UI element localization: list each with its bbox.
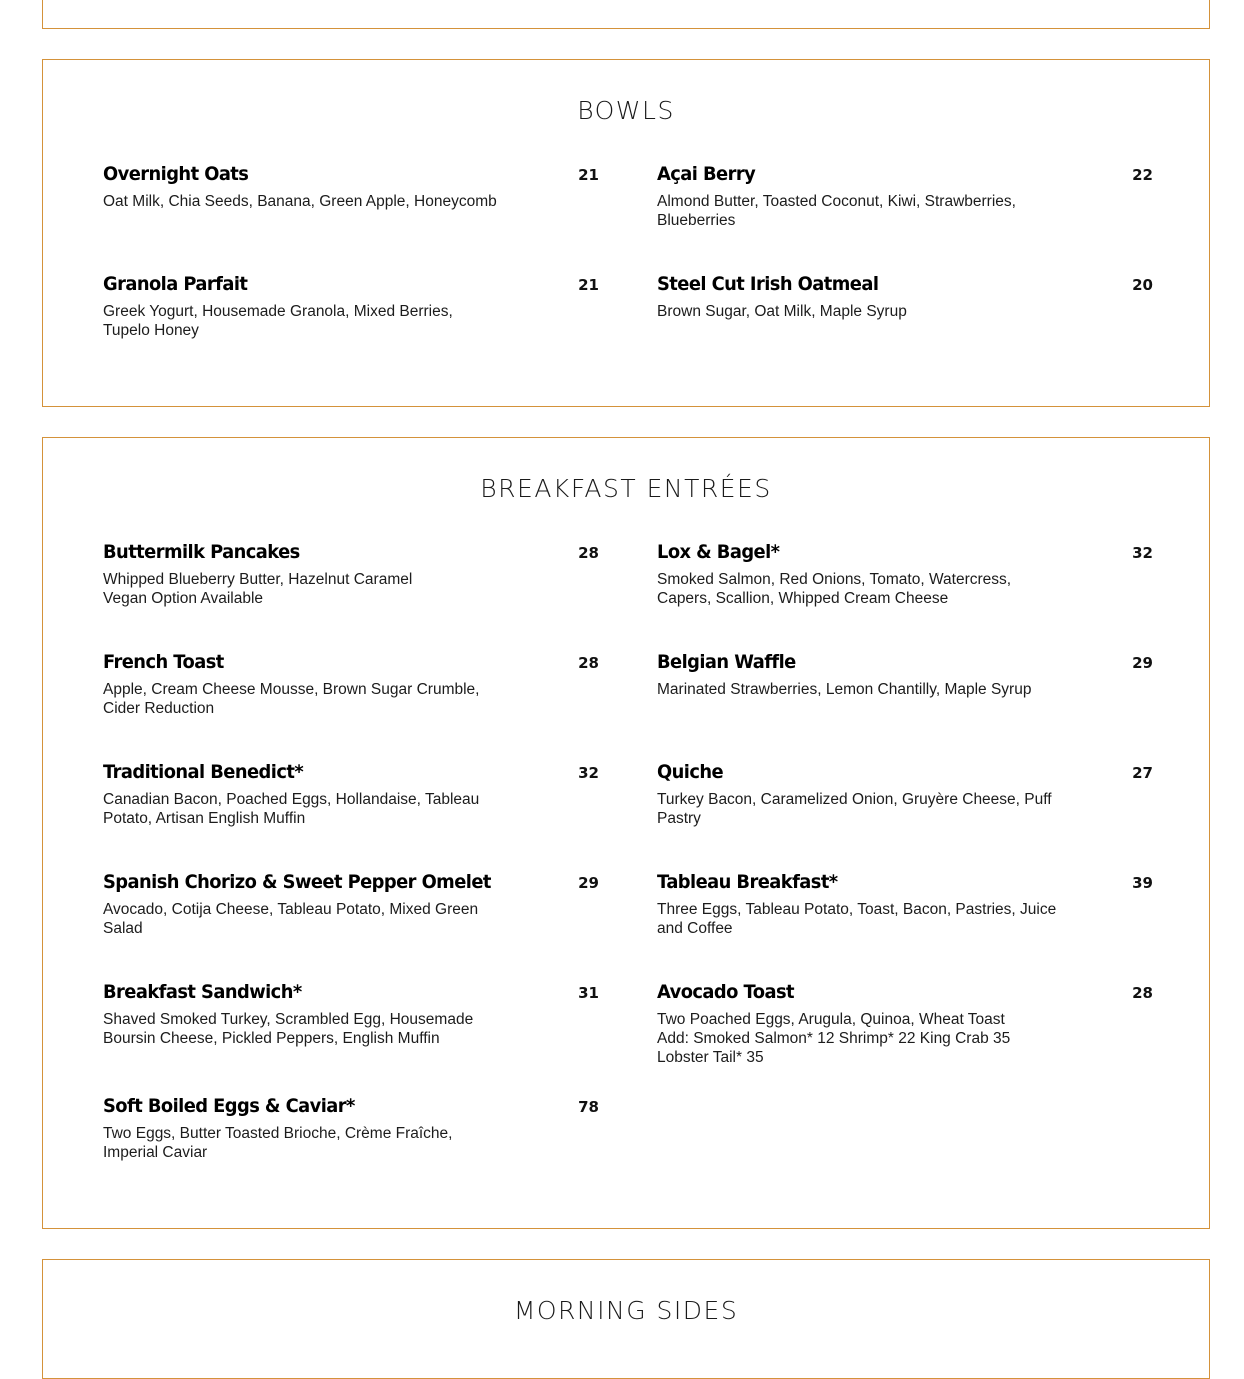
item-name: Quiche — [657, 761, 724, 783]
item-price: 20 — [1132, 276, 1153, 294]
item-price: 28 — [578, 654, 599, 672]
item-price: 22 — [1132, 166, 1153, 184]
breakfast-entrees-section — [42, 437, 1210, 1229]
item-name: Buttermilk Pancakes — [103, 541, 300, 563]
item-description: Avocado, Cotija Cheese, Tableau Potato, Mixed Green Salad — [103, 901, 479, 937]
item-description: Almond Butter, Toasted Coconut, Kiwi, Strawberries, Blueberries — [657, 193, 1016, 229]
item-description: Turkey Bacon, Caramelized Onion, Gruyère Cheese, Puff Pastry — [657, 791, 1052, 827]
item-price: 78 — [578, 1098, 599, 1116]
item-description: Oat Milk, Chia Seeds, Banana, Green Apple, Honeycomb — [103, 193, 497, 210]
item-name: Traditional Benedict* — [103, 761, 304, 783]
item-name: French Toast — [103, 651, 224, 673]
item-name: Overnight Oats — [103, 163, 249, 185]
previous-menu-section — [42, 0, 1210, 29]
item-name: Lox & Bagel* — [657, 541, 780, 563]
item-name: Spanish Chorizo & Sweet Pepper Omelet — [103, 871, 491, 893]
item-description: Greek Yogurt, Housemade Granola, Mixed Berries, Tupelo Honey — [103, 303, 453, 339]
item-description: Brown Sugar, Oat Milk, Maple Syrup — [657, 303, 907, 320]
item-description: Apple, Cream Cheese Mousse, Brown Sugar Crumble, Cider Reduction — [103, 681, 480, 717]
entrees-title: BREAKFAST ENTRÉES — [480, 474, 772, 503]
item-price: 21 — [578, 276, 599, 294]
morning-sides-section — [42, 1259, 1210, 1379]
item-name: Granola Parfait — [103, 273, 248, 295]
item-description: Two Poached Eggs, Arugula, Quinoa, Wheat Toast Add: Smoked Salmon* 12 Shrimp* 22 King Crab 35 Lobster Tail* 35 — [657, 1011, 1011, 1066]
item-name: Breakfast Sandwich* — [103, 981, 302, 1003]
item-name: Belgian Waffle — [657, 651, 796, 673]
item-description: Marinated Strawberries, Lemon Chantilly, Maple Syrup — [657, 681, 1032, 698]
item-price: 28 — [578, 544, 599, 562]
item-price: 39 — [1132, 874, 1153, 892]
item-name: Avocado Toast — [657, 981, 794, 1003]
item-description: Shaved Smoked Turkey, Scrambled Egg, Housemade Boursin Cheese, Pickled Peppers, English Muffin — [103, 1011, 474, 1047]
item-price: 21 — [578, 166, 599, 184]
item-price: 32 — [578, 764, 599, 782]
item-price: 32 — [1132, 544, 1153, 562]
item-description: Canadian Bacon, Poached Eggs, Hollandaise, Tableau Potato, Artisan English Muffin — [103, 791, 480, 827]
item-description: Two Eggs, Butter Toasted Brioche, Crème Fraîche, Imperial Caviar — [103, 1125, 453, 1161]
item-description: Whipped Blueberry Butter, Hazelnut Caramel Vegan Option Available — [103, 571, 413, 607]
item-name: Steel Cut Irish Oatmeal — [657, 273, 879, 295]
item-price: 29 — [578, 874, 599, 892]
item-name: Tableau Breakfast* — [657, 871, 838, 893]
bowls-section — [42, 59, 1210, 407]
item-name: Soft Boiled Eggs & Caviar* — [103, 1095, 355, 1117]
item-description: Three Eggs, Tableau Potato, Toast, Bacon, Pastries, Juice and Coffee — [657, 901, 1057, 937]
item-price: 27 — [1132, 764, 1153, 782]
sides-title: MORNING SIDES — [513, 1296, 739, 1325]
item-price: 31 — [578, 984, 599, 1002]
item-name: Açai Berry — [657, 163, 756, 185]
item-price: 28 — [1132, 984, 1153, 1002]
bowls-title: BOWLS — [577, 96, 675, 125]
item-price: 29 — [1132, 654, 1153, 672]
item-description: Smoked Salmon, Red Onions, Tomato, Watercress, Capers, Scallion, Whipped Cream Cheese — [657, 571, 1012, 607]
